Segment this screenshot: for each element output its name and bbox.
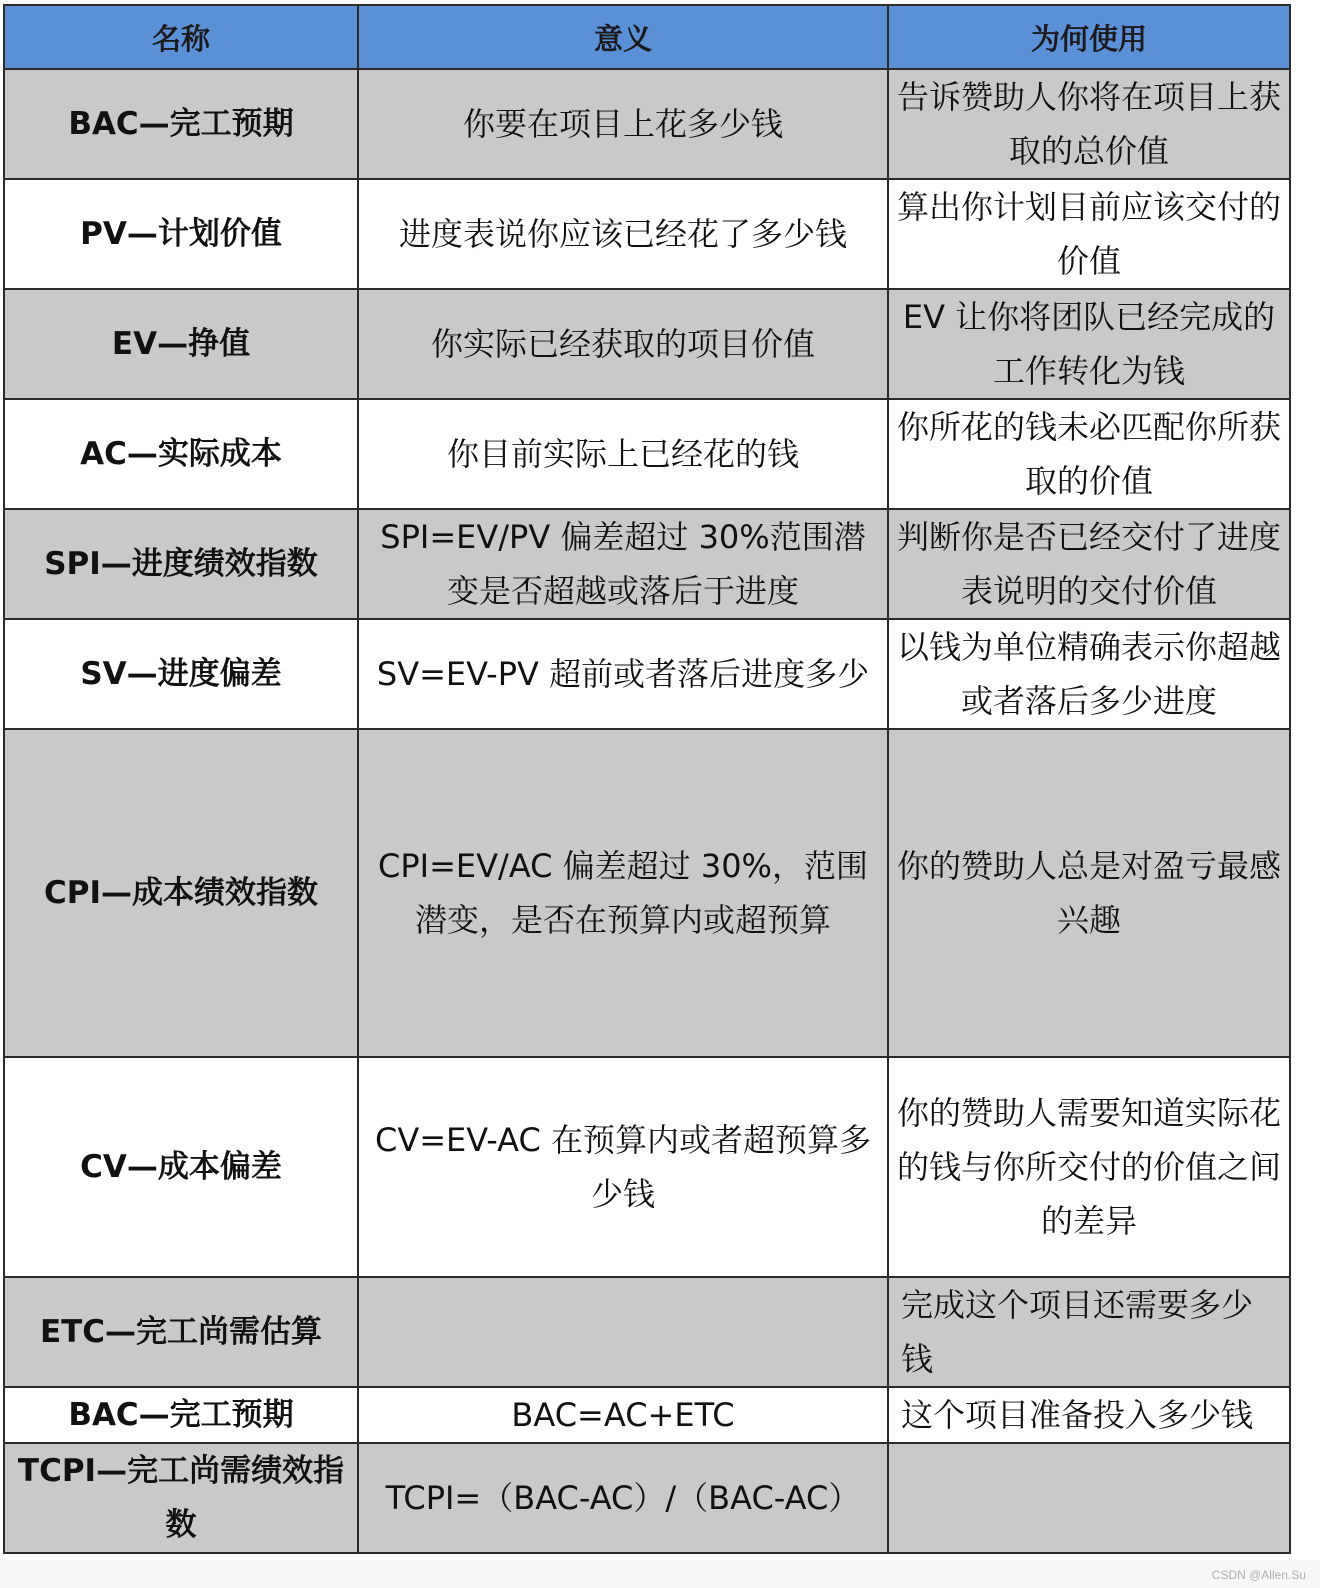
table-row [4,1443,1290,1553]
term-purpose-cell: 算出你计划目前应该交付的价值 [888,179,1290,289]
term-purpose-cell: 你的赞助人需要知道实际花的钱与你所交付的价值之间的差异 [888,1057,1290,1277]
term-meaning-cell: CV=EV-AC 在预算内或者超预算多少钱 [358,1057,888,1277]
term-purpose-cell: 完成这个项目还需要多少钱 [888,1277,1290,1387]
term-name-cell: EV—挣值 [4,289,358,399]
table-row [4,509,1290,619]
term-meaning-cell: SPI=EV/PV 偏差超过 30%范围潜变是否超越或落后于进度 [358,509,888,619]
term-name-cell: BAC—完工预期 [4,69,358,179]
table-row [4,729,1290,1057]
term-purpose-cell: EV 让你将团队已经完成的工作转化为钱 [888,289,1290,399]
table-row [4,619,1290,729]
table-row [4,289,1290,399]
term-meaning-cell [358,1277,888,1387]
table-row [4,1277,1290,1387]
table-row [4,179,1290,289]
table-row [4,1057,1290,1277]
term-name-cell: CV—成本偏差 [4,1057,358,1277]
term-meaning-cell: TCPI=（BAC-AC）/（BAC-AC） [358,1443,888,1553]
bottom-strip [0,1560,1320,1588]
table-header-row [4,5,1290,69]
term-purpose-cell: 你所花的钱未必匹配你所获取的价值 [888,399,1290,509]
term-purpose-cell: 这个项目准备投入多少钱 [888,1387,1290,1443]
term-purpose-cell: 以钱为单位精确表示你超越或者落后多少进度 [888,619,1290,729]
term-purpose-cell [888,1443,1290,1553]
term-name-cell: SV—进度偏差 [4,619,358,729]
header-meaning: 意义 [358,5,888,69]
term-name-cell: BAC—完工预期 [4,1387,358,1443]
term-name-cell: AC—实际成本 [4,399,358,509]
term-name-cell: TCPI—完工尚需绩效指数 [4,1443,358,1553]
term-meaning-cell: SV=EV-PV 超前或者落后进度多少 [358,619,888,729]
evm-table-container [3,4,1289,1554]
term-meaning-cell: 进度表说你应该已经花了多少钱 [358,179,888,289]
header-purpose: 为何使用 [888,5,1290,69]
term-purpose-cell: 判断你是否已经交付了进度表说明的交付价值 [888,509,1290,619]
term-name-cell: PV—计划价值 [4,179,358,289]
term-meaning-cell: 你目前实际上已经花的钱 [358,399,888,509]
table-row [4,1387,1290,1443]
term-meaning-cell: 你实际已经获取的项目价值 [358,289,888,399]
table-row [4,69,1290,179]
term-meaning-cell: 你要在项目上花多少钱 [358,69,888,179]
term-purpose-cell: 告诉赞助人你将在项目上获取的总价值 [888,69,1290,179]
term-name-cell: ETC—完工尚需估算 [4,1277,358,1387]
evm-terms-table [3,4,1291,1554]
term-meaning-cell: CPI=EV/AC 偏差超过 30%，范围潜变，是否在预算内或超预算 [358,729,888,1057]
term-name-cell: SPI—进度绩效指数 [4,509,358,619]
watermark-credit: CSDN @Allen.Su [1211,1568,1306,1582]
term-purpose-cell: 你的赞助人总是对盈亏最感兴趣 [888,729,1290,1057]
term-name-cell: CPI—成本绩效指数 [4,729,358,1057]
header-name: 名称 [4,5,358,69]
table-row [4,399,1290,509]
term-meaning-cell: BAC=AC+ETC [358,1387,888,1443]
